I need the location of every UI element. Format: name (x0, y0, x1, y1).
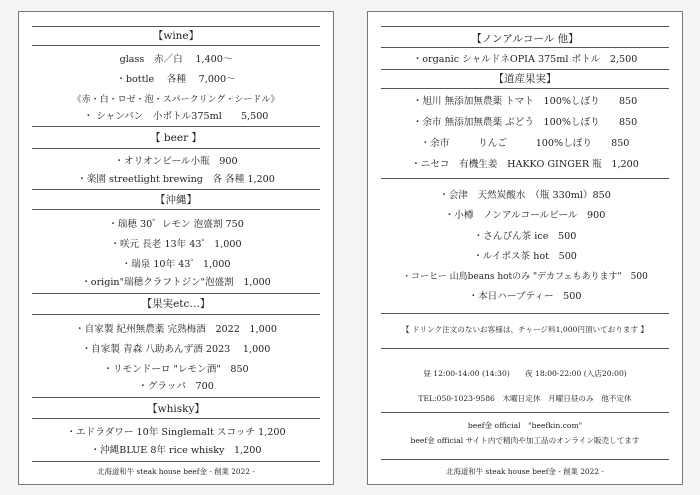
menu-item: ・ルイボス茶 hot 500 (473, 251, 577, 262)
divider (381, 459, 669, 460)
divider (381, 313, 669, 314)
divider (32, 126, 320, 127)
menu-item: ・本日ハーブティー 500 (468, 291, 582, 302)
divider (381, 88, 669, 89)
menu-item: ・さんぴん茶 ice 500 (473, 231, 577, 242)
section-title-fruit: 【果実etc…】 (141, 298, 211, 310)
divider (32, 26, 320, 27)
section-title-wine: 【wine】 (152, 30, 200, 42)
footer-text: 北海道和牛 steak house beef金 ‐ 創業 2022 ‐ (446, 467, 604, 476)
menu-item: ・bottle 各種 7,000〜 (116, 74, 236, 85)
menu-item: ・ニセコ 有機生姜 HAKKO GINGER 瓶 1,200 (411, 159, 639, 170)
divider (381, 47, 669, 48)
divider (32, 189, 320, 190)
menu-item: ・沖縄BLUE 8年 rice whisky 1,200 (90, 445, 262, 456)
menu-item: ・ シャンパン 小ボトル375ml 5,500 (83, 111, 269, 122)
menu-item: ・咲元 長老 13年 43゜ 1,000 (110, 239, 242, 250)
menu-item: ・楽園 streetlight brewing 各 各種 1,200 (77, 174, 275, 185)
divider (32, 209, 320, 210)
menu-item: ・オリオンビール小瓶 900 (114, 156, 238, 167)
divider (32, 45, 320, 46)
menu-item: glass 赤／白 1,400〜 (119, 54, 233, 65)
charge-notice: 【 ドリンク注文のないお客様は、チャージ料1,000円頂いております 】 (401, 325, 649, 334)
divider (381, 69, 669, 70)
contact-info: TEL:050-1023-9586 木曜日定休 月曜日昼のみ 他不定休 (418, 394, 632, 403)
menu-item: ・小樽 ノンアルコールビール 900 (444, 210, 606, 221)
section-title-okinawa: 【沖縄】 (155, 194, 197, 206)
menu-page-left (18, 11, 334, 485)
divider (32, 418, 320, 419)
menu-item: ・旭川 無添加無農薬 トマト 100%しぼり 850 (412, 96, 638, 107)
section-title-hokkaido-fruit: 【道産果実】 (493, 73, 557, 85)
menu-item: ・origin"瑞穂クラフトジン"泡盛割 1,000 (81, 277, 271, 288)
menu-page-right (367, 11, 683, 485)
menu-item: ・瑞穂 30゜レモン 泡盛割 750 (108, 219, 244, 230)
section-title-non-alcohol: 【ノンアルコール 他】 (471, 33, 579, 45)
divider (381, 412, 669, 413)
divider (32, 314, 320, 315)
menu-item: ・organic シャルドネOPIA 375ml ボトル 2,500 (412, 54, 638, 65)
menu-item: ・自家製 紀州無農薬 完熟梅酒 2022 1,000 (75, 324, 277, 335)
divider (381, 178, 669, 179)
divider (32, 461, 320, 462)
menu-item: ・会津 天然炭酸水 （瓶 330ml）850 (439, 190, 611, 201)
menu-item: ・瑞泉 10年 43゜ 1,000 (121, 259, 231, 270)
divider (381, 348, 669, 349)
footer-text: 北海道和牛 steak house beef金 ‐ 創業 2022 ‐ (97, 467, 255, 476)
section-title-beer: 【 beer 】 (150, 132, 202, 144)
menu-item: ・リモンドーロ "レモン酒" 850 (103, 364, 249, 375)
divider (32, 293, 320, 294)
menu-item: ・コーヒー 山鳥beans hotのみ "デカフェもあります" 500 (402, 272, 648, 282)
divider (32, 148, 320, 149)
menu-item: 《赤・白・ロゼ・泡・スパークリング・シードル》 (72, 95, 280, 105)
divider (381, 26, 669, 27)
menu-item: ・グラッパ 700 (138, 381, 214, 392)
section-title-whisky: 【whisky】 (147, 403, 205, 415)
menu-item: ・余市 無添加無農薬 ぶどう 100%しぼり 850 (412, 117, 638, 128)
official-site: beef金 official "beefkin.com" (467, 421, 583, 430)
official-site-note: beef金 official サイト内で精肉や加工品のオンライン販売してます (410, 436, 640, 445)
divider (32, 397, 320, 398)
business-hours: 昼 12:00-14:00 (14:30) 夜 18:00-22:00 (入店20:00) (423, 369, 627, 378)
menu-item: ・エドラダワー 10年 Singlemalt スコッチ 1,200 (66, 427, 286, 438)
menu-item: ・余市 りんご 100%しぼり 850 (420, 138, 630, 149)
menu-item: ・自家製 青森 八助あんず酒 2023 1,000 (81, 344, 271, 355)
